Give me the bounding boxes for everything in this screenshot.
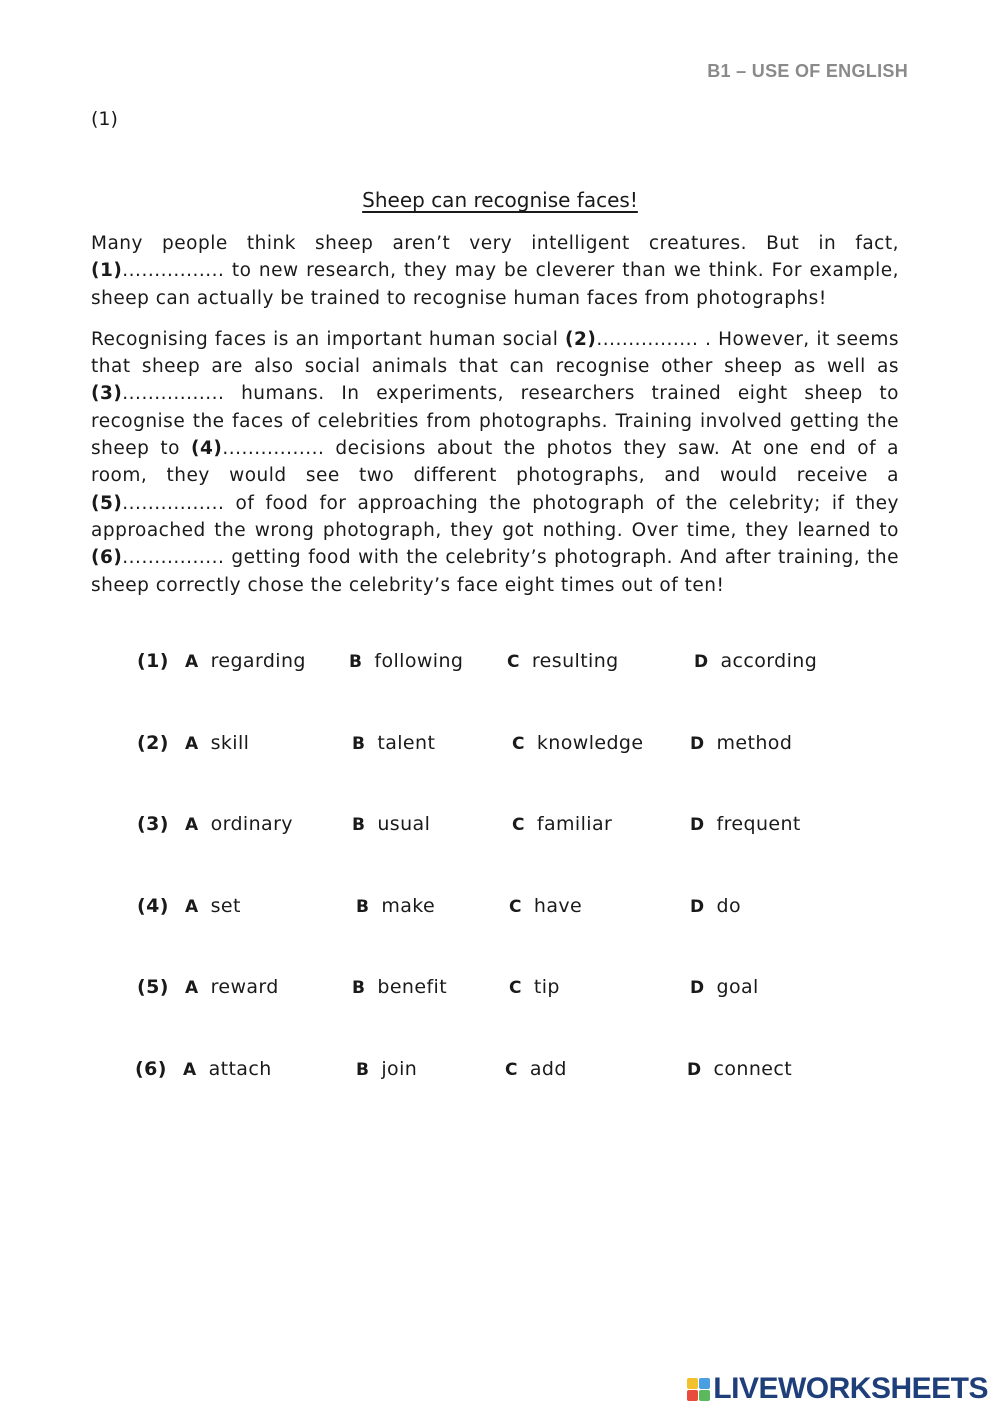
gap-3-blank[interactable]: ................ — [122, 383, 225, 405]
option-letter: B — [349, 652, 363, 672]
gap-6-blank[interactable]: ................ — [122, 547, 225, 569]
option-text: connect — [713, 1057, 793, 1080]
option-text: benefit — [377, 976, 448, 999]
option-letter: C — [512, 815, 525, 836]
logo-tile — [699, 1378, 710, 1389]
passage-text: to new research, they may be cleverer than we think. For example, sheep can actually be trained to recognise human faces from photographs! — [91, 260, 899, 309]
option-letter: A — [185, 652, 199, 672]
option-letter: B — [356, 1059, 370, 1080]
option-text: talent — [377, 731, 436, 754]
option-letter: D — [690, 815, 705, 836]
option-d[interactable] — [687, 1058, 792, 1080]
option-text: according — [720, 650, 818, 672]
gap-6-label: (6) — [91, 547, 123, 569]
option-c[interactable] — [512, 813, 612, 835]
option-text: method — [716, 731, 793, 754]
option-letter: A — [183, 1059, 197, 1080]
option-text: familiar — [536, 813, 613, 836]
option-letter: C — [507, 652, 520, 672]
option-text: make — [381, 894, 436, 917]
passage-text: Many people think sheep aren’t very intelligent creatures. But in fact, — [91, 233, 899, 254]
option-text: add — [529, 1057, 567, 1080]
option-text: do — [716, 894, 742, 917]
logo-tile — [699, 1390, 710, 1401]
option-text: attach — [208, 1057, 272, 1080]
logo-text: LIVEWORKSHEETS — [713, 1372, 988, 1405]
passage-text: Recognising faces is an important human social — [91, 328, 566, 350]
option-text: tip — [533, 976, 560, 999]
passage-text: . However, it seems that sheep are also social animals that can recognise other sheep as well as — [91, 328, 899, 378]
option-text: set — [210, 894, 241, 917]
passage-text: getting food with the celebrity’s photograph. And after training, the sheep correctly chose the celebrity’s face eight times out of ten! — [91, 547, 899, 596]
option-c[interactable] — [507, 650, 619, 672]
option-text: have — [533, 894, 583, 917]
option-d[interactable] — [690, 813, 801, 835]
gap-2-label: (2) — [565, 328, 597, 350]
option-a[interactable] — [185, 650, 306, 672]
option-letter: B — [352, 978, 366, 999]
question-number: (3) — [137, 813, 169, 836]
option-letter: D — [694, 652, 709, 672]
option-letter: D — [687, 1059, 702, 1080]
option-letter: A — [185, 896, 199, 917]
option-letter: A — [185, 815, 199, 836]
option-c[interactable] — [509, 895, 582, 917]
option-text: goal — [716, 976, 759, 999]
gap-4-blank[interactable]: ................ — [222, 438, 325, 460]
header-label: B1 – USE OF ENGLISH — [707, 61, 908, 81]
liveworksheets-logo[interactable] — [687, 1372, 988, 1406]
option-letter: D — [690, 978, 705, 999]
option-b[interactable] — [349, 650, 463, 672]
option-d[interactable] — [690, 895, 741, 917]
option-text: join — [381, 1057, 418, 1080]
question-number: (5) — [137, 976, 169, 999]
option-a[interactable] — [185, 732, 249, 754]
option-b[interactable] — [356, 1058, 417, 1080]
passage-text: decisions about the photos they saw. At one end of a room, they would see two different photographs, and would receive a — [91, 438, 899, 487]
option-b[interactable] — [352, 732, 435, 754]
passage-text: of food for approaching the photograph of the celebrity; if they approached the wrong photograph, they got nothing. Over time, they learned to — [91, 492, 899, 541]
passage-paragraph-2 — [91, 326, 899, 599]
question-number: (6) — [135, 1057, 167, 1080]
option-d[interactable] — [694, 650, 817, 672]
question-number: (1) — [137, 650, 169, 672]
option-letter: C — [512, 733, 525, 754]
option-text: frequent — [716, 813, 801, 836]
question-number: (2) — [137, 731, 169, 754]
option-letter: A — [185, 978, 199, 999]
option-text: reward — [210, 976, 279, 999]
option-text: ordinary — [210, 813, 293, 836]
option-letter: B — [352, 815, 366, 836]
option-letter: B — [352, 733, 366, 754]
logo-tile — [687, 1378, 698, 1389]
reading-passage — [91, 230, 899, 613]
option-a[interactable] — [183, 1058, 272, 1080]
task-number: (1) — [91, 108, 118, 130]
option-b[interactable] — [356, 895, 435, 917]
option-text: skill — [210, 731, 250, 754]
option-c[interactable] — [505, 1058, 567, 1080]
gap-2-blank[interactable]: ................ — [596, 328, 699, 350]
gap-5-label: (5) — [91, 492, 123, 514]
option-a[interactable] — [185, 976, 279, 998]
passage-paragraph-1 — [91, 230, 899, 312]
option-text: knowledge — [536, 731, 644, 754]
option-b[interactable] — [352, 813, 430, 835]
gap-5-blank[interactable]: ................ — [122, 492, 225, 514]
gap-4-label: (4) — [191, 438, 223, 460]
option-letter: C — [509, 978, 522, 999]
option-a[interactable] — [185, 813, 293, 835]
passage-text: humans. In experiments, researchers trained eight sheep to recognise the faces of celebrities from photographs. Training involved getting the sheep to — [91, 383, 899, 460]
option-letter: D — [690, 733, 705, 754]
gap-1-label: (1) — [91, 260, 123, 282]
logo-tile — [687, 1390, 698, 1401]
question-number: (4) — [137, 894, 169, 917]
option-c[interactable] — [509, 976, 560, 998]
option-b[interactable] — [352, 976, 447, 998]
option-text: regarding — [210, 650, 306, 672]
gap-3-label: (3) — [91, 383, 123, 405]
option-c[interactable] — [512, 732, 643, 754]
option-a[interactable] — [185, 895, 241, 917]
option-d[interactable] — [690, 976, 759, 998]
option-text: following — [374, 650, 464, 672]
gap-1-blank[interactable]: ................ — [122, 260, 225, 282]
option-letter: A — [185, 733, 199, 754]
option-letter: B — [356, 896, 370, 917]
page-title: Sheep can recognise faces! — [362, 188, 638, 212]
option-text: usual — [377, 813, 431, 836]
option-letter: C — [509, 896, 522, 917]
option-letter: D — [690, 896, 705, 917]
option-letter: C — [505, 1059, 518, 1080]
option-text: resulting — [531, 650, 619, 672]
logo-mark-icon — [687, 1378, 710, 1401]
option-d[interactable] — [690, 732, 792, 754]
